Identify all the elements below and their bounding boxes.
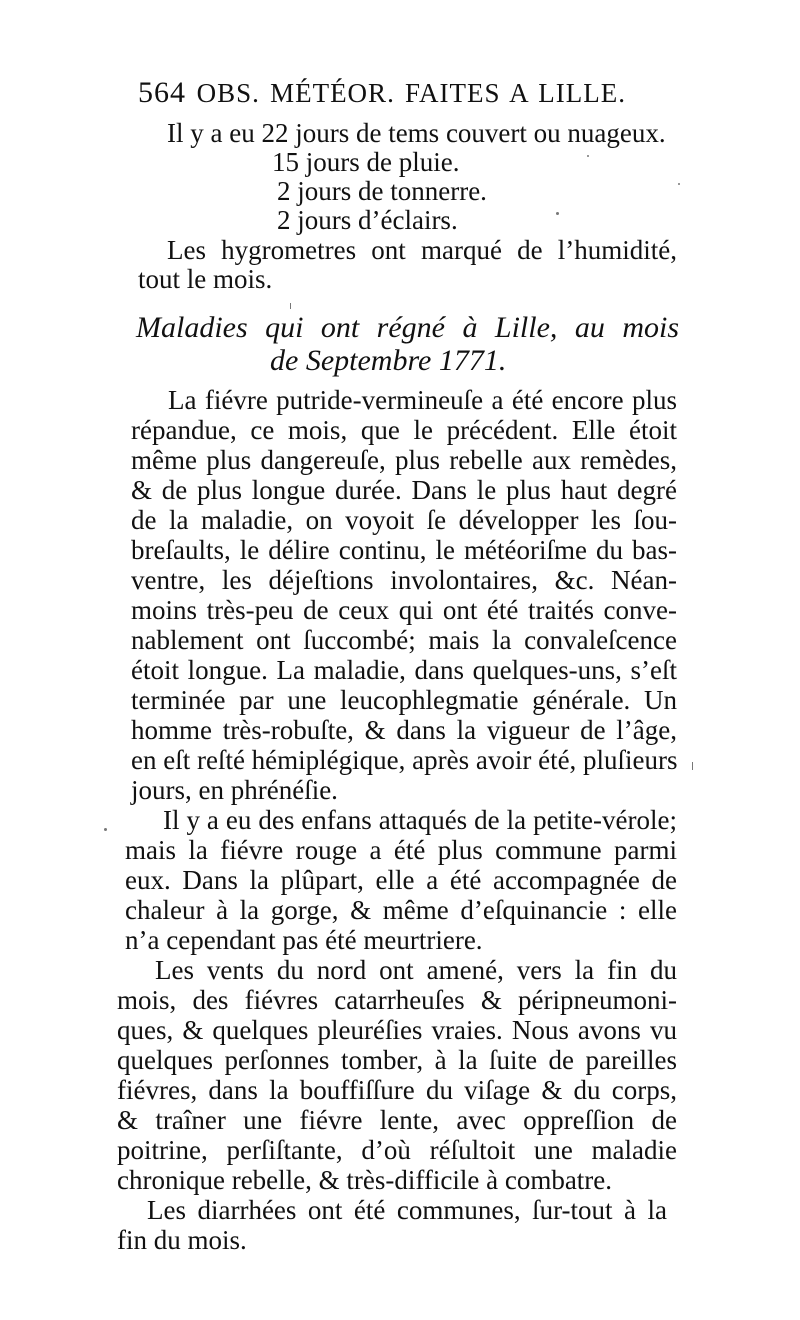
- text-line: Les diarrhées ont été communes, ſur-tout à la: [147, 1195, 667, 1225]
- text-line: même plus dangereuſe, plus rebelle aux remèdes,: [131, 445, 677, 475]
- running-header: [138, 78, 626, 108]
- section-title: Maladies qui ont régné à Lille, au mois: [136, 311, 679, 344]
- text-line: ventre, les déjeſtions involontaires, &c. Néan-: [131, 565, 677, 595]
- page-number: 564: [138, 76, 186, 109]
- text-line: & de plus longue durée. Dans le plus haut degré: [131, 475, 677, 505]
- print-speck: [678, 183, 680, 185]
- text-line: fin du mois.: [117, 1225, 247, 1255]
- weather-line: 15 jours de pluie.: [272, 147, 460, 177]
- text-line: de la maladie, on voyoit ſe développer les ſou-: [131, 505, 677, 535]
- print-speck: [556, 212, 559, 215]
- running-title: OBS. MÉTÉOR. FAITES A LILLE.: [196, 78, 626, 108]
- text-line: eux. Dans la plûpart, elle a été accompagnée de: [125, 865, 677, 895]
- text-line: & traîner une fiévre lente, avec oppreſſion de: [117, 1105, 677, 1135]
- text-line: Il y a eu des enfans attaqués de la petite-vérole;: [163, 805, 677, 835]
- text-line: mois, des fiévres catarrheuſes & péripneumoni-: [117, 985, 677, 1015]
- text-line: La fiévre putride-vermineuſe a été encore plus: [168, 385, 677, 415]
- print-speck: [587, 155, 589, 157]
- print-speck: [104, 828, 107, 831]
- text-line: mais la fiévre rouge a été plus commune parmi: [125, 835, 677, 865]
- print-speck: [692, 762, 693, 770]
- text-line: breſaults, le délire continu, le météoriſme du bas-: [131, 535, 677, 565]
- weather-line: Il y a eu 22 jours de tems couvert ou nuageux.: [167, 118, 666, 148]
- text-line: nablement ont ſuccombé; mais la convaleſcence: [131, 625, 677, 655]
- text-line: répandue, ce mois, que le précédent. Elle étoit: [131, 415, 677, 445]
- text-line: n’a cependant pas été meurtriere.: [125, 925, 483, 955]
- text-line: chronique rebelle, & très-difficile à combatre.: [117, 1165, 613, 1195]
- text-line: Les vents du nord ont amené, vers la fin du: [155, 955, 677, 985]
- print-speck: [290, 303, 291, 309]
- text-line: jours, en phrénéſie.: [131, 775, 338, 805]
- text-line: fiévres, dans la bouffiſſure du viſage & du corps,: [117, 1075, 677, 1105]
- weather-line: 2 jours de tonnerre.: [277, 176, 487, 206]
- text-line: chaleur à la gorge, & même d’eſquinancie : elle: [125, 895, 677, 925]
- text-line: terminée par une leucophlegmatie générale. Un: [131, 685, 677, 715]
- weather-line: 2 jours d’éclairs.: [277, 205, 458, 235]
- text-line: étoit longue. La maladie, dans quelques-uns, s’eſt: [131, 655, 677, 685]
- text-line: ques, & quelques pleuréſies vraies. Nous avons vu: [117, 1015, 677, 1045]
- section-subtitle: de Septembre 1771.: [270, 344, 507, 377]
- text-line: en eſt reſté hémiplégique, après avoir été, pluſieurs: [131, 745, 678, 775]
- text-line: moins très-peu de ceux qui ont été traités conve-: [131, 595, 677, 625]
- text-line: poitrine, perſiſtante, d’où réſultoit une maladie: [117, 1135, 677, 1165]
- text-line: homme très-robuſte, & dans la vigueur de l’âge,: [131, 715, 677, 745]
- hygrometer-line: Les hygrometres ont marqué de l’humidité,: [167, 235, 677, 265]
- text-line: quelques perſonnes tomber, à la ſuite de pareilles: [117, 1045, 677, 1075]
- hygrometer-line: tout le mois.: [138, 264, 273, 294]
